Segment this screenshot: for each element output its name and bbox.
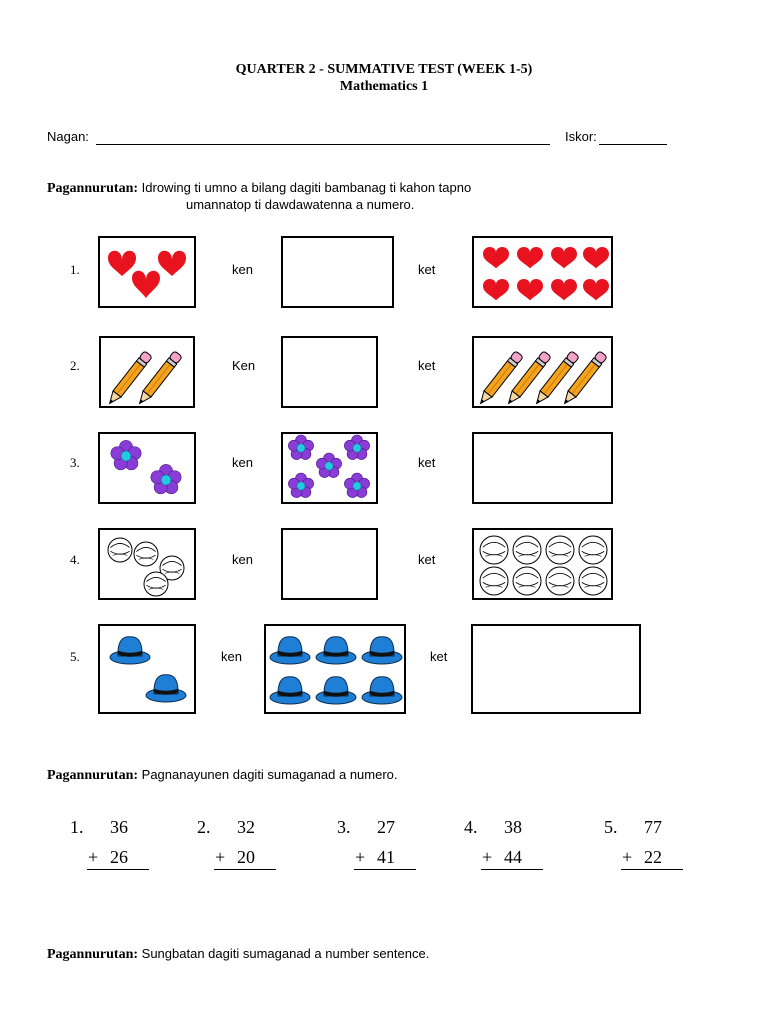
flower-icon (111, 440, 141, 469)
section2-instruction (47, 767, 398, 784)
page-subtitle: Mathematics 1 (339, 79, 429, 94)
row1-conj1: ken (232, 262, 253, 277)
problem-number: 1. (70, 817, 84, 837)
section2-instruction-text: Pagnanayunen dagiti sumaganad a numero. (141, 767, 398, 782)
row3-conj2: ket (418, 455, 436, 470)
plus-sign: + (215, 847, 226, 867)
row1-answer-box[interactable] (281, 236, 394, 308)
heart-icon (108, 251, 136, 276)
row5-conj1: ken (221, 649, 242, 664)
marble-icon (513, 567, 541, 595)
plus-sign: + (622, 847, 633, 867)
heart-icon (517, 279, 543, 300)
marble-icon (579, 567, 607, 595)
section1-instruction (47, 180, 471, 197)
plus-sign: + (355, 847, 366, 867)
problem-number: 4. (464, 817, 478, 837)
row5-number: 5. (70, 649, 80, 664)
hat-icon (270, 677, 310, 704)
problem-top-addend: 27 (377, 817, 395, 837)
row4-number: 4. (70, 552, 80, 567)
marble-icon (546, 536, 574, 564)
heart-icon (158, 251, 186, 276)
row3-second-box (281, 432, 378, 504)
row4-answer-box[interactable] (281, 528, 378, 600)
plus-sign: + (88, 847, 99, 867)
heart-icon (551, 247, 577, 268)
section1-instruction-line1: Idrowing ti umno a bilang dagiti bambanag ti kahon tapno (141, 180, 472, 195)
flower-icon (344, 435, 369, 460)
row1-result-box (472, 236, 613, 308)
score-label: Iskor: (565, 129, 597, 144)
row1-first-box (98, 236, 196, 308)
row2-number: 2. (70, 358, 80, 373)
marble-icon (144, 572, 168, 596)
name-field[interactable] (96, 144, 550, 145)
marble-icon (134, 542, 158, 566)
problem-number: 5. (604, 817, 618, 837)
heart-icon (483, 247, 509, 268)
row5-conj2: ket (430, 649, 448, 664)
page-title: QUARTER 2 - SUMMATIVE TEST (WEEK 1-5) (235, 62, 533, 77)
flower-icon (316, 453, 341, 478)
score-field[interactable] (599, 144, 667, 145)
heart-icon (132, 271, 160, 298)
row4-conj2: ket (418, 552, 436, 567)
row2-conj1: Ken (232, 358, 256, 373)
row4-first-box (98, 528, 196, 600)
heart-icon (517, 247, 543, 268)
row4-conj1: ken (232, 552, 253, 567)
problem-bottom-addend: 22 (644, 847, 662, 867)
row1-conj2: ket (418, 262, 436, 277)
problem-bottom-addend: 26 (110, 847, 128, 867)
plus-sign: + (482, 847, 493, 867)
section3-instruction (47, 946, 429, 963)
answer-line[interactable] (621, 869, 683, 870)
heart-icon (583, 247, 609, 268)
answer-line[interactable] (354, 869, 416, 870)
name-label: Nagan: (47, 129, 89, 144)
problem-number: 3. (337, 817, 351, 837)
section1-instruction-line2: umannatop ti dawdawatenna a numero. (186, 197, 415, 212)
row2-result-box (472, 336, 613, 408)
hat-icon (316, 677, 356, 704)
problem-number: 2. (197, 817, 211, 837)
row3-answer-box[interactable] (472, 432, 613, 504)
problem-bottom-addend: 20 (237, 847, 255, 867)
flower-icon (344, 473, 369, 498)
hat-icon (146, 675, 186, 702)
hat-icon (362, 677, 402, 704)
marble-icon (546, 567, 574, 595)
marble-icon (480, 536, 508, 564)
marble-icon (513, 536, 541, 564)
heart-icon (551, 279, 577, 300)
answer-line[interactable] (87, 869, 149, 870)
section2-label: Pagannurutan: (47, 768, 139, 783)
row4-result-box (472, 528, 613, 600)
problem-top-addend: 32 (237, 817, 255, 837)
flower-icon (288, 435, 313, 460)
problem-top-addend: 36 (110, 817, 128, 837)
answer-line[interactable] (214, 869, 276, 870)
row1-number: 1. (70, 262, 80, 277)
row5-answer-box[interactable] (471, 624, 641, 714)
marble-icon (579, 536, 607, 564)
section3-instruction-text: Sungbatan dagiti sumaganad a number sentence. (141, 946, 430, 961)
hat-icon (270, 637, 310, 664)
problem-bottom-addend: 41 (377, 847, 395, 867)
problem-top-addend: 38 (504, 817, 522, 837)
flower-icon (288, 473, 313, 498)
section3-label: Pagannurutan: (47, 947, 139, 962)
marble-icon (480, 567, 508, 595)
row5-second-box (264, 624, 406, 714)
row3-number: 3. (70, 455, 80, 470)
hat-icon (110, 637, 150, 664)
row2-conj2: ket (418, 358, 436, 373)
row2-answer-box[interactable] (281, 336, 378, 408)
marble-icon (108, 538, 132, 562)
hat-icon (316, 637, 356, 664)
flower-icon (151, 464, 181, 493)
heart-icon (583, 279, 609, 300)
problem-bottom-addend: 44 (504, 847, 522, 867)
row3-first-box (98, 432, 196, 504)
hat-icon (362, 637, 402, 664)
row3-conj1: ken (232, 455, 253, 470)
problem-top-addend: 77 (644, 817, 662, 837)
row5-first-box (98, 624, 196, 714)
answer-line[interactable] (481, 869, 543, 870)
section1-label: Pagannurutan: (47, 181, 139, 196)
heart-icon (483, 279, 509, 300)
row2-first-box (99, 336, 195, 408)
